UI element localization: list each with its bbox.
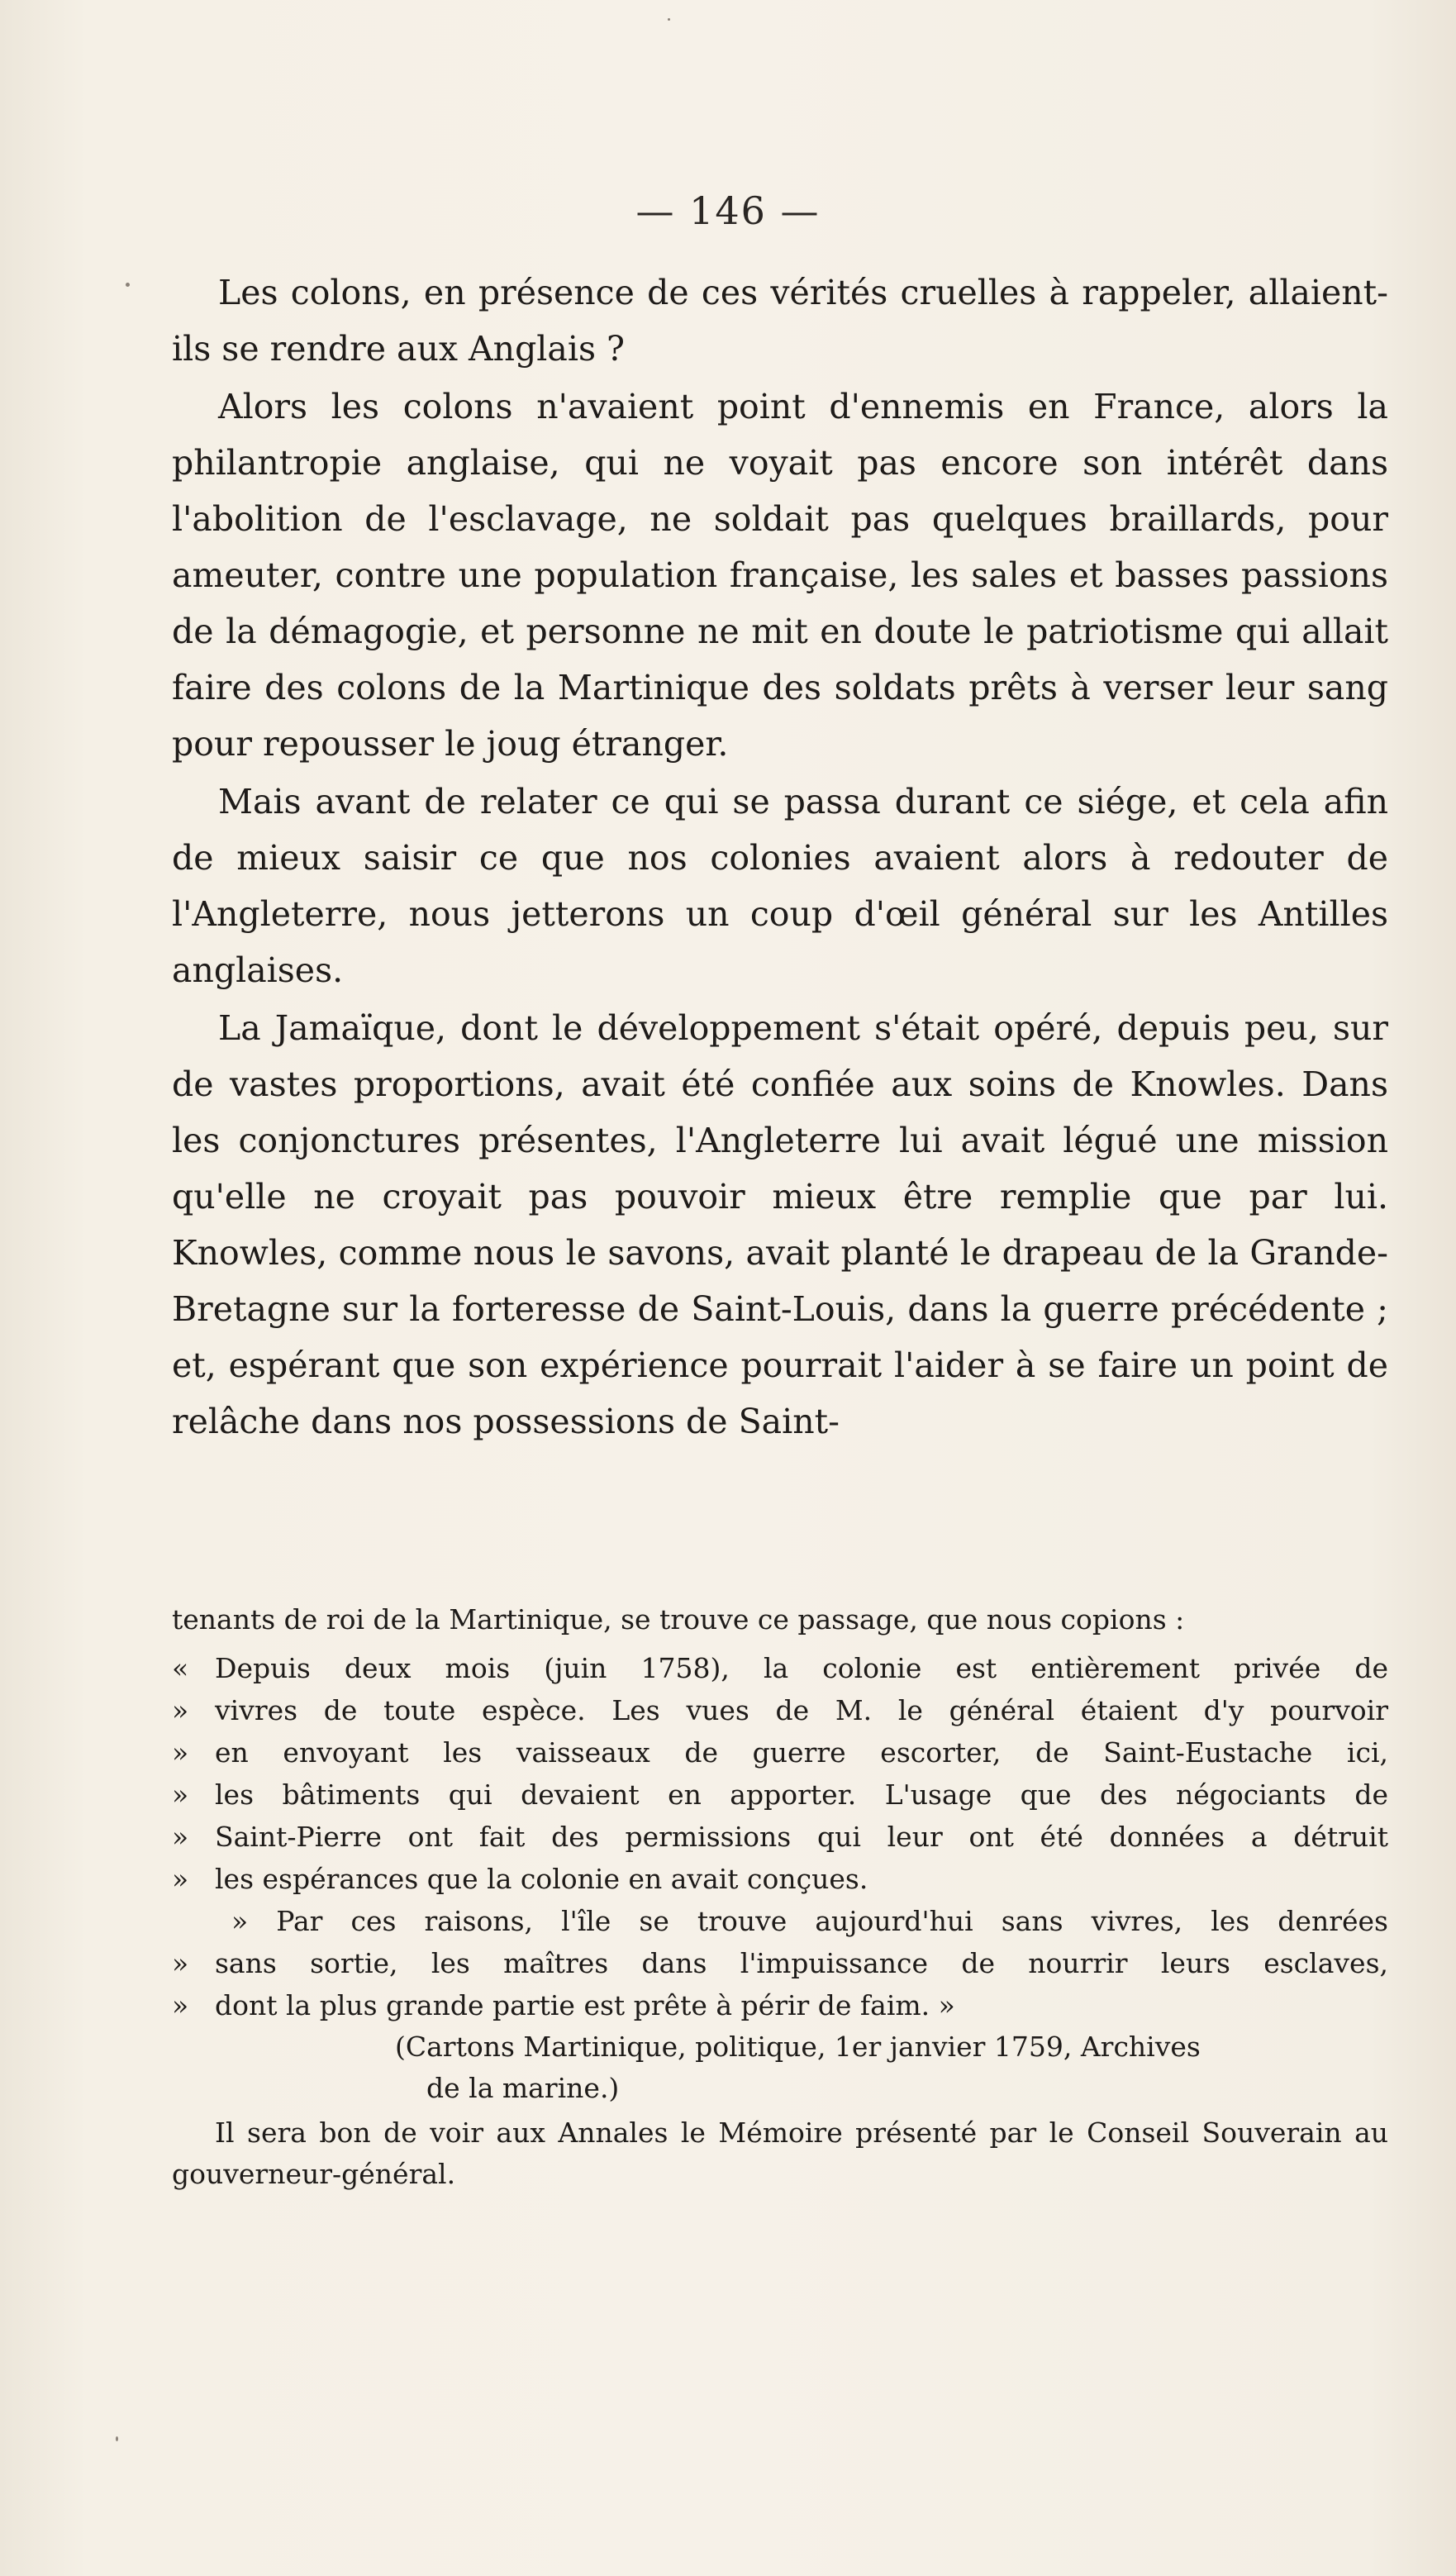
paper-speck: [668, 18, 670, 21]
citation: (Cartons Martinique, politique, 1er janvier 1759, Archives: [395, 2031, 1201, 2063]
quote-text: dont la plus grande partie est prête à périr de faim. »: [215, 1989, 955, 2021]
footnote: [172, 1599, 1388, 2195]
paragraph: Mais avant de relater ce qui se passa durant ce siége, et cela afin de mieux saisir ce que nos colonies avaient alors à redouter de l'Angleterre, nous jetterons un coup d'œil général sur les Antilles anglaises.: [172, 782, 1388, 990]
quote-line: [172, 1984, 1388, 2026]
paragraph: Les colons, en présence de ces vérités cruelles à rappeler, allaient-ils se rendre aux Anglais ?: [172, 273, 1388, 369]
quote-text: les espérances que la colonie en avait conçues.: [215, 1863, 868, 1895]
quote-mark: »: [172, 1947, 189, 1979]
paragraph: Alors les colons n'avaient point d'ennemis en France, alors la philantropie anglaise, qui ne voyait pas encore son intérêt dans l'abolition de l'esclavage, ne soldait pas quelques braillards, pour ameuter, contre une population française, les sales et basses passions de la démagogie, et personne ne mit en doute le patriotisme qui allait faire des colons de la Martinique des soldats prêts à verser leur sang pour repousser le joug étranger.: [172, 387, 1388, 764]
quote-line: [172, 1731, 1388, 1774]
quote-mark: »: [172, 1821, 189, 1853]
main-text: [172, 264, 1388, 1451]
quote-mark: »: [172, 1863, 189, 1895]
quote-line: [172, 1942, 1388, 1984]
quote-text: » Par ces raisons, l'île se trouve aujourd'hui sans vivres, les denrées: [231, 1905, 1388, 1937]
quote-mark: [172, 1900, 215, 1942]
quote-mark: »: [172, 1778, 189, 1811]
paper-speck: [116, 2436, 118, 2441]
quote-text: sans sortie, les maîtres dans l'impuissance de nourrir leurs esclaves,: [215, 1947, 1388, 1979]
paper-speck: [126, 283, 130, 287]
quote-mark: »: [172, 1694, 189, 1726]
closing-note: Il sera bon de voir aux Annales le Mémoire présenté par le Conseil Souverain au gouverneur-général.: [172, 2117, 1388, 2190]
footnote-intro: tenants de roi de la Martinique, se trouve ce passage, que nous copions :: [172, 1603, 1185, 1636]
quote-text: vivres de toute espèce. Les vues de M. le général étaient d'y pourvoir: [215, 1694, 1388, 1726]
quote-line: [172, 1647, 1388, 1689]
quote-line: [172, 1774, 1388, 1816]
quote-mark: »: [172, 1989, 189, 2021]
quote-text: Depuis deux mois (juin 1758), la colonie est entièrement privée de: [215, 1652, 1388, 1684]
quote-line: [172, 1689, 1388, 1731]
quote-line: [172, 1858, 1388, 1900]
quote-text: en envoyant les vaisseaux de guerre escorter, de Saint-Eustache ici,: [215, 1736, 1388, 1769]
page-number: — 146 —: [635, 188, 821, 233]
quote-line: [172, 1816, 1388, 1858]
quote-text: les bâtiments qui devaient en apporter. L'usage que des négociants de: [215, 1778, 1388, 1811]
quote-mark: «: [172, 1652, 189, 1684]
quote-line: [172, 1900, 1388, 1942]
quote-mark: »: [172, 1736, 189, 1769]
paragraph: La Jamaïque, dont le développement s'était opéré, depuis peu, sur de vastes proportions, avait été confiée aux soins de Knowles. Dans les conjonctures présentes, l'Angleterre lui avait légué une mission qu'elle ne croyait pas pouvoir mieux être remplie que par lui. Knowles, comme nous le savons, avait planté le drapeau de la Grande-Bretagne sur la forteresse de Saint-Louis, dans la guerre précédente ; et, espérant que son expérience pourrait l'aider à se faire un point de relâche dans nos possessions de Saint-: [172, 1008, 1388, 1441]
quote-text: Saint-Pierre ont fait des permissions qui leur ont été données a détruit: [215, 1821, 1388, 1853]
citation-continued: de la marine.): [426, 2072, 620, 2104]
